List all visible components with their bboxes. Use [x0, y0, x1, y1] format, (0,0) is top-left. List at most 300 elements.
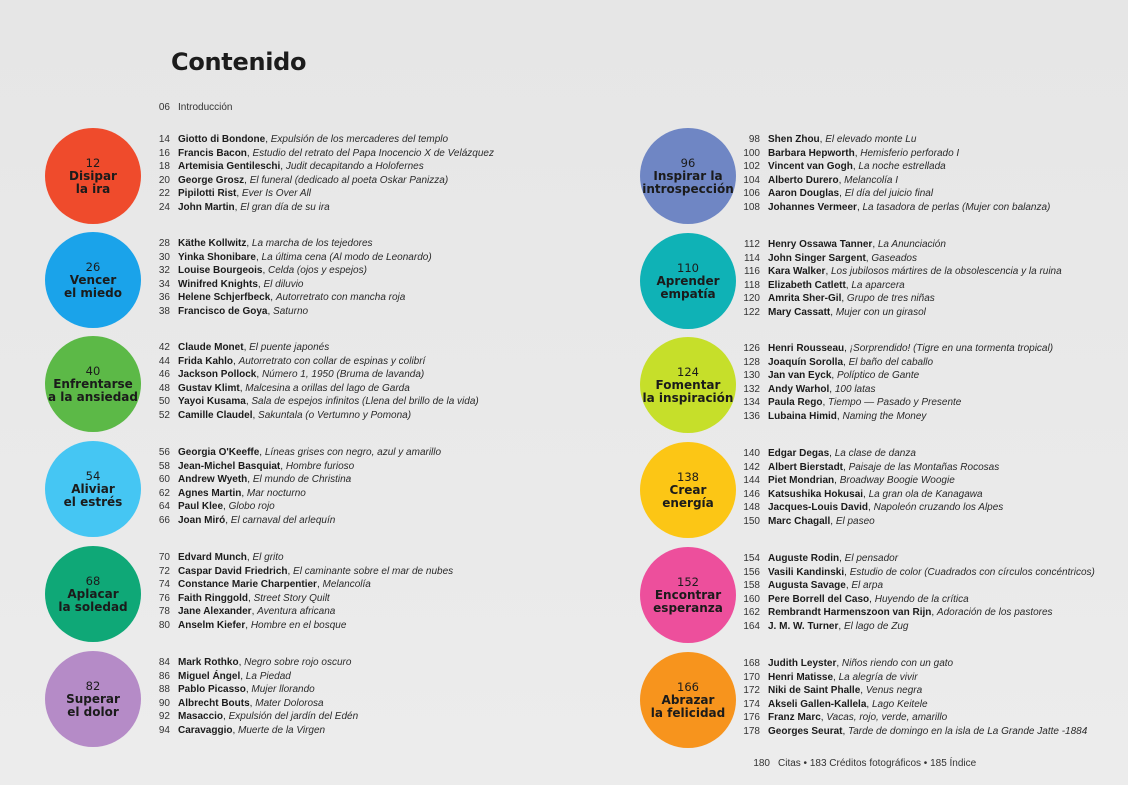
toc-entry[interactable] [730, 356, 1053, 370]
entry-page-number: 64 [158, 501, 170, 513]
entry-artist: Pablo Picasso [178, 684, 246, 696]
entry-work-title: ¡Sorprendido! (Tigre en una tormenta tropical) [849, 343, 1054, 354]
entry-separator: , [819, 134, 826, 145]
entry-work-title: Broadway Boogie Woogie [839, 475, 955, 487]
section-entry-list [140, 133, 494, 215]
toc-entry[interactable] [140, 460, 441, 474]
entry-separator: , [820, 712, 827, 724]
toc-entry[interactable] [730, 606, 1095, 620]
entry-page-number: 128 [743, 356, 760, 368]
entry-work-title: Tiempo — Pasado y Presente [828, 397, 962, 409]
toc-entry[interactable] [730, 579, 1095, 593]
toc-entry[interactable] [730, 396, 1053, 410]
entry-work-title: Líneas grises con negro, azul y amarillo [264, 447, 442, 458]
entry-page-number: 32 [158, 265, 170, 277]
entry-artist: Georgia O'Keeffe [178, 447, 260, 458]
section-page-number: 166 [677, 679, 699, 694]
entry-separator: , [280, 161, 286, 173]
entry-separator: , [838, 620, 844, 632]
entry-page-number: 70 [158, 552, 170, 563]
entry-separator: , [246, 147, 253, 159]
toc-entry[interactable] [140, 605, 453, 619]
entry-page-number: 56 [158, 447, 170, 458]
entry-artist: Francisco de Goya [178, 305, 268, 317]
entry-work-title: El paseo [835, 515, 875, 527]
entry-page-number: 158 [743, 580, 760, 592]
entry-separator: , [869, 593, 875, 605]
entry-page-number: 136 [743, 410, 760, 422]
entry-work-title: Número 1, 1950 (Bruma de lavanda) [261, 369, 425, 381]
entry-page-number: 130 [743, 370, 760, 382]
section-page-number: 138 [677, 469, 699, 484]
section-circle[interactable] [640, 337, 736, 433]
entry-page-number: 146 [743, 488, 760, 500]
toc-entry[interactable] [140, 201, 494, 215]
entry-page-number: 76 [158, 592, 170, 604]
entry-artist: Pere Borrell del Caso [768, 593, 870, 605]
entry-artist: Alberto Durero [768, 174, 839, 186]
section-circle[interactable] [640, 547, 736, 643]
entry-artist: Claude Monet [178, 342, 244, 353]
entry-work-title: Aventura africana [257, 606, 336, 618]
section-page-number: 82 [85, 678, 101, 693]
entry-separator: , [856, 201, 863, 213]
entry-work-title: Malcesina a orillas del lago de Garda [245, 382, 410, 394]
toc-entry[interactable] [140, 487, 441, 501]
toc-entry[interactable] [730, 488, 1003, 502]
entry-work-title: Expulsión de los mercaderes del templo [270, 134, 449, 145]
entry-artist: Artemisia Gentileschi [178, 161, 281, 173]
section-circle[interactable] [45, 441, 141, 537]
entry-work-title: Grupo de tres niñas [846, 293, 935, 305]
entry-separator: , [854, 147, 861, 159]
section-page-number: 26 [85, 259, 101, 274]
section-title-line2: el estrés [63, 494, 123, 509]
toc-entry[interactable] [730, 369, 1053, 383]
entry-work-title: Naming the Money [842, 410, 927, 422]
entry-page-number: 60 [158, 474, 170, 486]
entry-work-title: Globo rojo [228, 501, 275, 513]
toc-entry[interactable] [730, 201, 1050, 215]
entry-separator: , [829, 448, 835, 459]
entry-page-number: 84 [158, 657, 170, 668]
entry-artist: Francis Bacon [178, 147, 247, 159]
toc-entry[interactable] [730, 552, 1095, 566]
entry-work-title: Mujer con un girasol [835, 306, 926, 318]
entry-page-number: 170 [743, 671, 760, 683]
entry-artist: Henry Ossawa Tanner [768, 239, 873, 250]
toc-entry[interactable] [140, 697, 358, 711]
entry-page-number: 164 [743, 620, 760, 632]
section-title-line2: esperanza [653, 600, 723, 615]
entry-separator: , [833, 671, 839, 683]
toc-entry[interactable] [730, 160, 1050, 174]
toc-entry[interactable] [730, 174, 1050, 188]
entry-page-number: 72 [158, 565, 170, 577]
intro-label: Introducción [178, 102, 233, 113]
entry-separator: , [872, 239, 878, 250]
entry-work-title: El lago de Zug [843, 620, 909, 632]
section-entry-list [140, 237, 432, 319]
entry-artist: Edvard Munch [178, 552, 247, 563]
entry-page-number: 112 [744, 239, 760, 250]
section-entry-list [140, 551, 453, 633]
entry-separator: , [255, 251, 262, 263]
entry-page-number: 24 [158, 201, 170, 213]
entry-work-title: El pensador [844, 553, 899, 564]
toc-entry[interactable] [730, 342, 1053, 356]
toc-entry[interactable] [730, 711, 1087, 725]
section-title-line2: la inspiración [642, 390, 734, 405]
entry-page-number: 134 [743, 397, 760, 409]
entry-work-title: Venus negra [865, 685, 923, 697]
entry-separator: , [839, 553, 845, 564]
entry-page-number: 160 [743, 593, 760, 605]
entry-work-title: El puente japonés [249, 342, 330, 353]
section-title-line2: introspección [642, 181, 734, 196]
entry-separator: , [865, 252, 872, 264]
section-title-line2: el dolor [67, 704, 119, 719]
toc-entry[interactable] [140, 160, 494, 174]
entry-separator: , [844, 343, 850, 354]
section-circle[interactable] [640, 128, 736, 224]
entry-separator: , [825, 266, 831, 278]
entry-artist: Käthe Kollwitz [178, 238, 247, 249]
entry-work-title: Celda (ojos y espejos) [268, 265, 367, 277]
footer-text: Citas • 183 Créditos fotográficos • 185 Índice [778, 758, 977, 769]
entry-work-title: Muerte de la Virgen [238, 724, 326, 736]
section-title-line1: Inspirar la [653, 168, 723, 183]
entry-page-number: 92 [158, 711, 170, 723]
toc-entry[interactable] [140, 473, 441, 487]
entry-work-title: Saturno [273, 305, 309, 317]
entry-work-title: La Piedad [245, 670, 291, 682]
entry-artist: Georges Seurat [768, 725, 843, 737]
entry-page-number: 80 [158, 619, 170, 631]
section-title-line1: Disipar [69, 168, 117, 183]
entry-page-number: 120 [743, 293, 760, 305]
entry-page-number: 172 [743, 685, 760, 697]
entry-work-title: El caminante sobre el mar de nubes [293, 565, 454, 577]
entry-artist: Louise Bourgeois [178, 265, 263, 277]
entry-artist: Jacques-Louis David [768, 502, 869, 514]
entry-page-number: 116 [744, 266, 760, 278]
section-circle[interactable] [640, 233, 736, 329]
section-circle[interactable] [45, 232, 141, 328]
page-title: Contenido [171, 48, 307, 76]
toc-entry[interactable] [730, 252, 1062, 266]
entry-artist: Andrew Wyeth [178, 474, 248, 486]
entry-artist: George Grosz [178, 174, 245, 186]
section-entry-list [140, 341, 479, 423]
toc-entry[interactable] [140, 237, 432, 251]
entry-page-number: 98 [748, 134, 760, 145]
entry-page-number: 162 [743, 607, 760, 619]
entry-artist: Jane Alexander [178, 606, 252, 618]
entry-page-number: 16 [158, 147, 170, 159]
toc-entry[interactable] [730, 410, 1053, 424]
toc-entry[interactable] [730, 566, 1095, 580]
entry-work-title: Mar nocturno [246, 487, 306, 499]
entry-work-title: Ever Is Over All [241, 188, 311, 200]
entry-work-title: Adoración de los pastores [936, 607, 1053, 619]
section-entry-list [730, 342, 1053, 424]
section-title-line1: Superar [66, 691, 120, 706]
entry-artist: Helene Schjerfbeck [178, 292, 271, 304]
section-title-line1: Crear [669, 482, 707, 497]
toc-entry[interactable] [730, 383, 1053, 397]
toc-entry[interactable] [140, 578, 453, 592]
toc-entry[interactable] [730, 657, 1087, 671]
entry-artist: Masaccio [178, 711, 224, 723]
entry-separator: , [239, 382, 246, 394]
entry-separator: , [829, 383, 835, 395]
entry-separator: , [244, 174, 250, 186]
entry-artist: Shen Zhou [768, 134, 820, 145]
entry-work-title: Melancolía I [844, 174, 899, 186]
entry-page-number: 90 [158, 697, 170, 709]
entry-artist: J. M. W. Turner [768, 620, 839, 632]
entry-artist: Yinka Shonibare [178, 251, 256, 263]
entry-page-number: 140 [743, 448, 760, 459]
entry-work-title: Niños riendo con un gato [841, 658, 954, 669]
entry-separator: , [836, 658, 842, 669]
section-page-number: 124 [677, 364, 699, 379]
entry-page-number: 108 [743, 201, 760, 213]
section-title-line2: empatía [660, 286, 716, 301]
entry-work-title: Mater Dolorosa [255, 697, 324, 709]
toc-entry[interactable] [140, 395, 479, 409]
entry-work-title: La aparcera [851, 279, 905, 291]
entry-separator: , [246, 552, 253, 563]
section-title-line1: Enfrentarse [53, 376, 133, 391]
entry-artist: Anselm Kiefer [178, 619, 246, 631]
entry-page-number: 104 [743, 174, 760, 186]
entry-page-number: 126 [743, 343, 760, 354]
entry-artist: Lubaina Himid [768, 410, 837, 422]
entry-work-title: Lago Keitele [871, 698, 928, 710]
section-title-line2: a la ansiedad [48, 389, 138, 404]
entry-page-number: 88 [158, 684, 170, 696]
toc-entry[interactable] [730, 725, 1087, 739]
entry-work-title: Sala de espejos infinitos (Llena del brillo de la vida) [251, 396, 479, 408]
entry-work-title: Vacas, rojo, verde, amarillo [826, 712, 948, 724]
toc-entry[interactable] [730, 474, 1003, 488]
toc-entry[interactable] [140, 619, 453, 633]
toc-entry[interactable] [730, 501, 1003, 515]
toc-entry[interactable] [730, 593, 1095, 607]
toc-entry[interactable] [730, 238, 1062, 252]
toc-entry[interactable] [730, 515, 1003, 529]
toc-entry[interactable] [140, 355, 479, 369]
section-circle[interactable] [45, 651, 141, 747]
toc-entry[interactable] [140, 446, 441, 460]
toc-entry[interactable] [730, 447, 1003, 461]
entry-artist: Barbara Hepworth [768, 147, 855, 159]
entry-artist: Katsushika Hokusai [768, 488, 864, 500]
toc-entry[interactable] [730, 671, 1087, 685]
entry-artist: Marc Chagall [768, 515, 831, 527]
entry-separator: , [868, 502, 874, 514]
toc-entry[interactable] [140, 409, 479, 423]
entry-work-title: Expulsión del jardín del Edén [228, 711, 359, 723]
entry-separator: , [830, 306, 836, 318]
section-title-line1: Aplacar [67, 586, 119, 601]
entry-separator: , [860, 685, 866, 697]
entry-work-title: Estudio del retrato del Papa Inocencio X de Velázquez [252, 147, 494, 159]
entry-page-number: 78 [158, 606, 170, 618]
toc-entry[interactable] [140, 278, 432, 292]
toc-entry[interactable] [730, 698, 1087, 712]
entry-page-number: 102 [743, 161, 760, 173]
entry-page-number: 58 [158, 460, 170, 472]
toc-entry[interactable] [140, 264, 432, 278]
section-circle[interactable] [640, 652, 736, 748]
entry-separator: , [247, 474, 253, 486]
entry-artist: Winifred Knights [178, 278, 258, 290]
entry-page-number: 48 [158, 382, 170, 394]
toc-entry[interactable] [140, 147, 494, 161]
section-circle[interactable] [45, 128, 141, 224]
entry-artist: Henri Matisse [768, 671, 834, 683]
toc-entry[interactable] [140, 291, 432, 305]
entry-artist: Pipilotti Rist [178, 188, 237, 200]
entry-artist: Joan Miró [178, 514, 226, 526]
entry-artist: Augusta Savage [768, 580, 846, 592]
entry-separator: , [852, 161, 859, 173]
entry-work-title: La gran ola de Kanagawa [868, 488, 983, 500]
toc-entry[interactable] [140, 133, 494, 147]
toc-entry[interactable] [140, 514, 441, 528]
section-entry-list [730, 657, 1087, 739]
toc-entry[interactable] [140, 500, 441, 514]
toc-entry[interactable] [730, 265, 1062, 279]
entry-page-number: 148 [743, 502, 760, 514]
toc-entry[interactable] [140, 551, 453, 565]
footer-index-line[interactable] [740, 758, 976, 769]
toc-entry[interactable] [140, 187, 494, 201]
entry-work-title: Hombre furioso [285, 460, 355, 472]
toc-entry[interactable] [140, 592, 453, 606]
toc-entry[interactable] [140, 368, 479, 382]
entry-separator: , [845, 279, 852, 291]
entry-artist: Frida Kahlo [178, 355, 234, 367]
toc-entry[interactable] [730, 461, 1003, 475]
entry-separator: , [257, 278, 264, 290]
entry-separator: , [245, 684, 252, 696]
entry-artist: Judith Leyster [768, 658, 837, 669]
section-page-number: 40 [85, 363, 101, 378]
entry-separator: , [839, 188, 845, 200]
entry-separator: , [841, 293, 847, 305]
entry-separator: , [259, 447, 265, 458]
footer-page-number: 180 [753, 758, 770, 769]
entry-page-number: 20 [158, 174, 170, 186]
toc-entry[interactable] [140, 683, 358, 697]
entry-work-title: Hemisferio perforado I [860, 147, 960, 159]
entry-separator: , [265, 134, 271, 145]
entry-page-number: 66 [158, 514, 170, 526]
entry-separator: , [223, 501, 229, 513]
toc-entry[interactable] [730, 292, 1062, 306]
entry-work-title: La alegría de vivir [838, 671, 918, 683]
toc-entry[interactable] [140, 251, 432, 265]
entry-artist: Mary Cassatt [768, 306, 831, 318]
entry-work-title: Tarde de domingo en la isla de La Grande Jatte -1884 [848, 725, 1088, 737]
toc-entry[interactable] [140, 670, 358, 684]
entry-separator: , [830, 515, 836, 527]
toc-entry[interactable] [140, 341, 479, 355]
toc-entry[interactable] [140, 656, 358, 670]
section-title-line1: Abrazar [661, 692, 715, 707]
entry-page-number: 114 [744, 252, 760, 264]
entry-separator: , [843, 461, 849, 473]
entry-artist: Albert Bierstadt [768, 461, 844, 473]
entry-work-title: La tasadora de perlas (Mujer con balanza) [862, 201, 1051, 213]
entry-page-number: 18 [158, 161, 170, 173]
intro-page-number: 06 [158, 102, 170, 113]
entry-work-title: Napoleón cruzando los Alpes [873, 502, 1004, 514]
section-circle[interactable] [45, 336, 141, 432]
entry-artist: Vasili Kandinski [768, 566, 845, 578]
entry-page-number: 30 [158, 251, 170, 263]
section-circle[interactable] [45, 546, 141, 642]
toc-entry[interactable] [140, 174, 494, 188]
toc-entry[interactable] [140, 305, 432, 319]
entry-page-number: 62 [158, 487, 170, 499]
toc-entry[interactable] [730, 620, 1095, 634]
entry-page-number: 38 [158, 305, 170, 317]
entry-separator: , [234, 201, 241, 213]
entry-work-title: Políptico de Gante [836, 370, 920, 382]
entry-artist: Giotto di Bondone [178, 134, 266, 145]
entry-artist: Constance Marie Charpentier [178, 579, 317, 591]
entry-artist: Paul Klee [178, 501, 224, 513]
section-title-line2: la soledad [58, 599, 128, 614]
toc-entry[interactable] [730, 684, 1087, 698]
toc-entry[interactable] [140, 724, 358, 738]
toc-entry[interactable] [730, 133, 1050, 147]
entry-page-number: 176 [743, 712, 760, 724]
section-circle[interactable] [640, 442, 736, 538]
entry-page-number: 34 [158, 278, 170, 290]
entry-work-title: Estudio de color (Cuadrados con círculos concéntricos) [849, 566, 1095, 578]
entry-page-number: 118 [744, 279, 760, 291]
intro-entry[interactable] [140, 102, 232, 113]
entry-work-title: Gaseados [871, 252, 917, 264]
entry-work-title: Huyendo de la crítica [874, 593, 969, 605]
toc-entry[interactable] [730, 187, 1050, 201]
toc-entry[interactable] [140, 710, 358, 724]
entry-artist: Henri Rousseau [768, 343, 845, 354]
entry-artist: Akseli Gallen-Kallela [768, 698, 867, 710]
entry-artist: Andy Warhol [768, 383, 830, 395]
entry-separator: , [931, 607, 937, 619]
entry-page-number: 174 [743, 698, 760, 710]
toc-entry[interactable] [730, 279, 1062, 293]
toc-entry[interactable] [140, 565, 453, 579]
toc-entry[interactable] [140, 382, 479, 396]
entry-separator: , [225, 514, 231, 526]
entry-artist: Jean-Michel Basquiat [178, 460, 281, 472]
toc-entry[interactable] [730, 306, 1062, 320]
entry-work-title: Hombre en el bosque [250, 619, 347, 631]
entry-separator: , [245, 619, 251, 631]
toc-entry[interactable] [730, 147, 1050, 161]
entry-work-title: El elevado monte Lu [825, 134, 917, 145]
entry-separator: , [844, 566, 850, 578]
entry-separator: , [831, 370, 837, 382]
